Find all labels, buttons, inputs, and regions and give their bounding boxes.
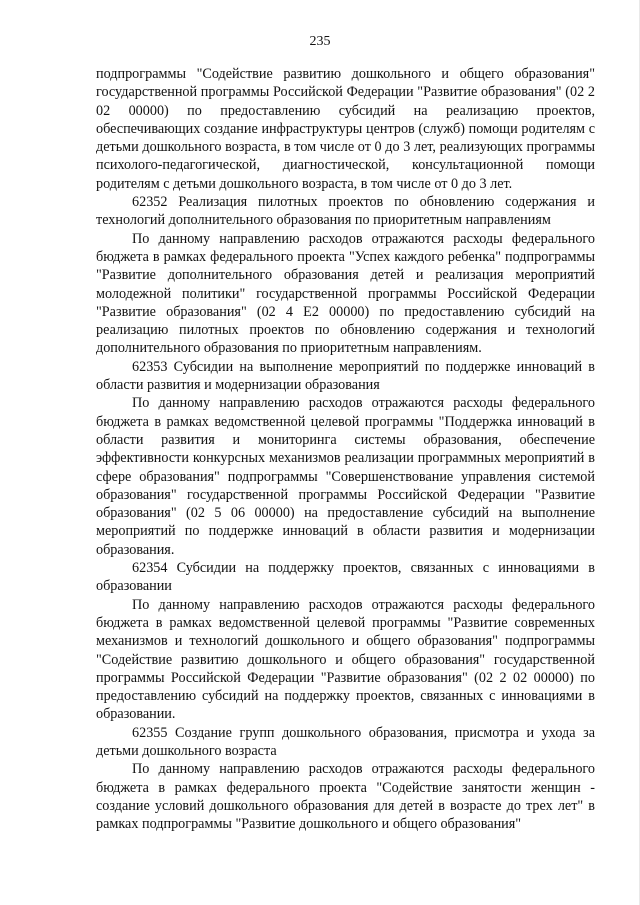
section-heading-62355: 62355 Создание групп дошкольного образования, присмотра и ухода за детьми дошкольного возраста xyxy=(96,724,595,759)
document-body xyxy=(96,65,595,833)
paragraph-1: подпрограммы "Содействие развитию дошкольного и общего образования" государственной программы Российской Федерации "Развитие образования" (02 2 02 00000) по предоставлению субсидий на реализацию проектов, обеспечивающих создание инфраструктуры центров (служб) помощи родителям с детьми дошкольного возраста, в том числе от 0 до 3 лет, реализующих программы психолого-педагогической, диагностической, консультационной помощи родителям с детьми дошкольного возраста, в том числе от 0 до 3 лет. xyxy=(96,66,595,192)
section-heading-62352: 62352 Реализация пилотных проектов по обновлению содержания и технологий дополнительного образования по приоритетным направлениям xyxy=(96,194,595,229)
paragraph-62352-description: По данному направлению расходов отражаются расходы федерального бюджета в рамках федерального проекта "Успех каждого ребенка" подпрограммы "Развитие дополнительного образования детей и реализация мероприятий молодежной политики" государственной программы Российской Федерации "Развитие образования" (02 4 Е2 00000) по предоставлению субсидий на реализацию пилотных проектов по обновлению содержания и технологий дополнительного образования по приоритетным направлениям. xyxy=(96,230,595,357)
paragraph-62355-description: По данному направлению расходов отражаются расходы федерального бюджета в рамках федерального проекта "Содействие занятости женщин - создание условий дошкольного образования для детей в возрасте до трех лет" в рамках подпрограммы "Развитие дошкольного и общего образования" xyxy=(96,761,595,833)
page-number: 235 xyxy=(309,34,331,49)
paragraph-62353-description: По данному направлению расходов отражаются расходы федерального бюджета в рамках ведомственной целевой программы "Поддержка инноваций в области развития и мониторинга системы образования, обеспечение эффективности конкурсных механизмов реализации программных мероприятий в сфере образования" подпрограммы "Совершенствование управления системой образования" государственной программы Российской Федерации "Развитие образования" (02 5 06 00000) на предоставление субсидий на выполнение мероприятий по поддержке инноваций в области развития и модернизации образования. xyxy=(96,395,595,558)
section-heading-62353: 62353 Субсидии на выполнение мероприятий по поддержке инноваций в области развития и модернизации образования xyxy=(96,358,595,394)
section-heading-62354: 62354 Субсидии на поддержку проектов, связанных с инновациями в образовании xyxy=(96,560,595,595)
paragraph-62354-description: По данному направлению расходов отражаются расходы федерального бюджета в рамках ведомственной целевой программы "Развитие современных механизмов и технологий дошкольного и общего образования" подпрограммы "Содействие развитию дошкольного и общего образования" государственной программы Российской Федерации "Развитие образования" (02 2 02 00000) по предоставлению субсидий на поддержку проектов, связанных с инновациями в образовании. xyxy=(96,596,595,723)
